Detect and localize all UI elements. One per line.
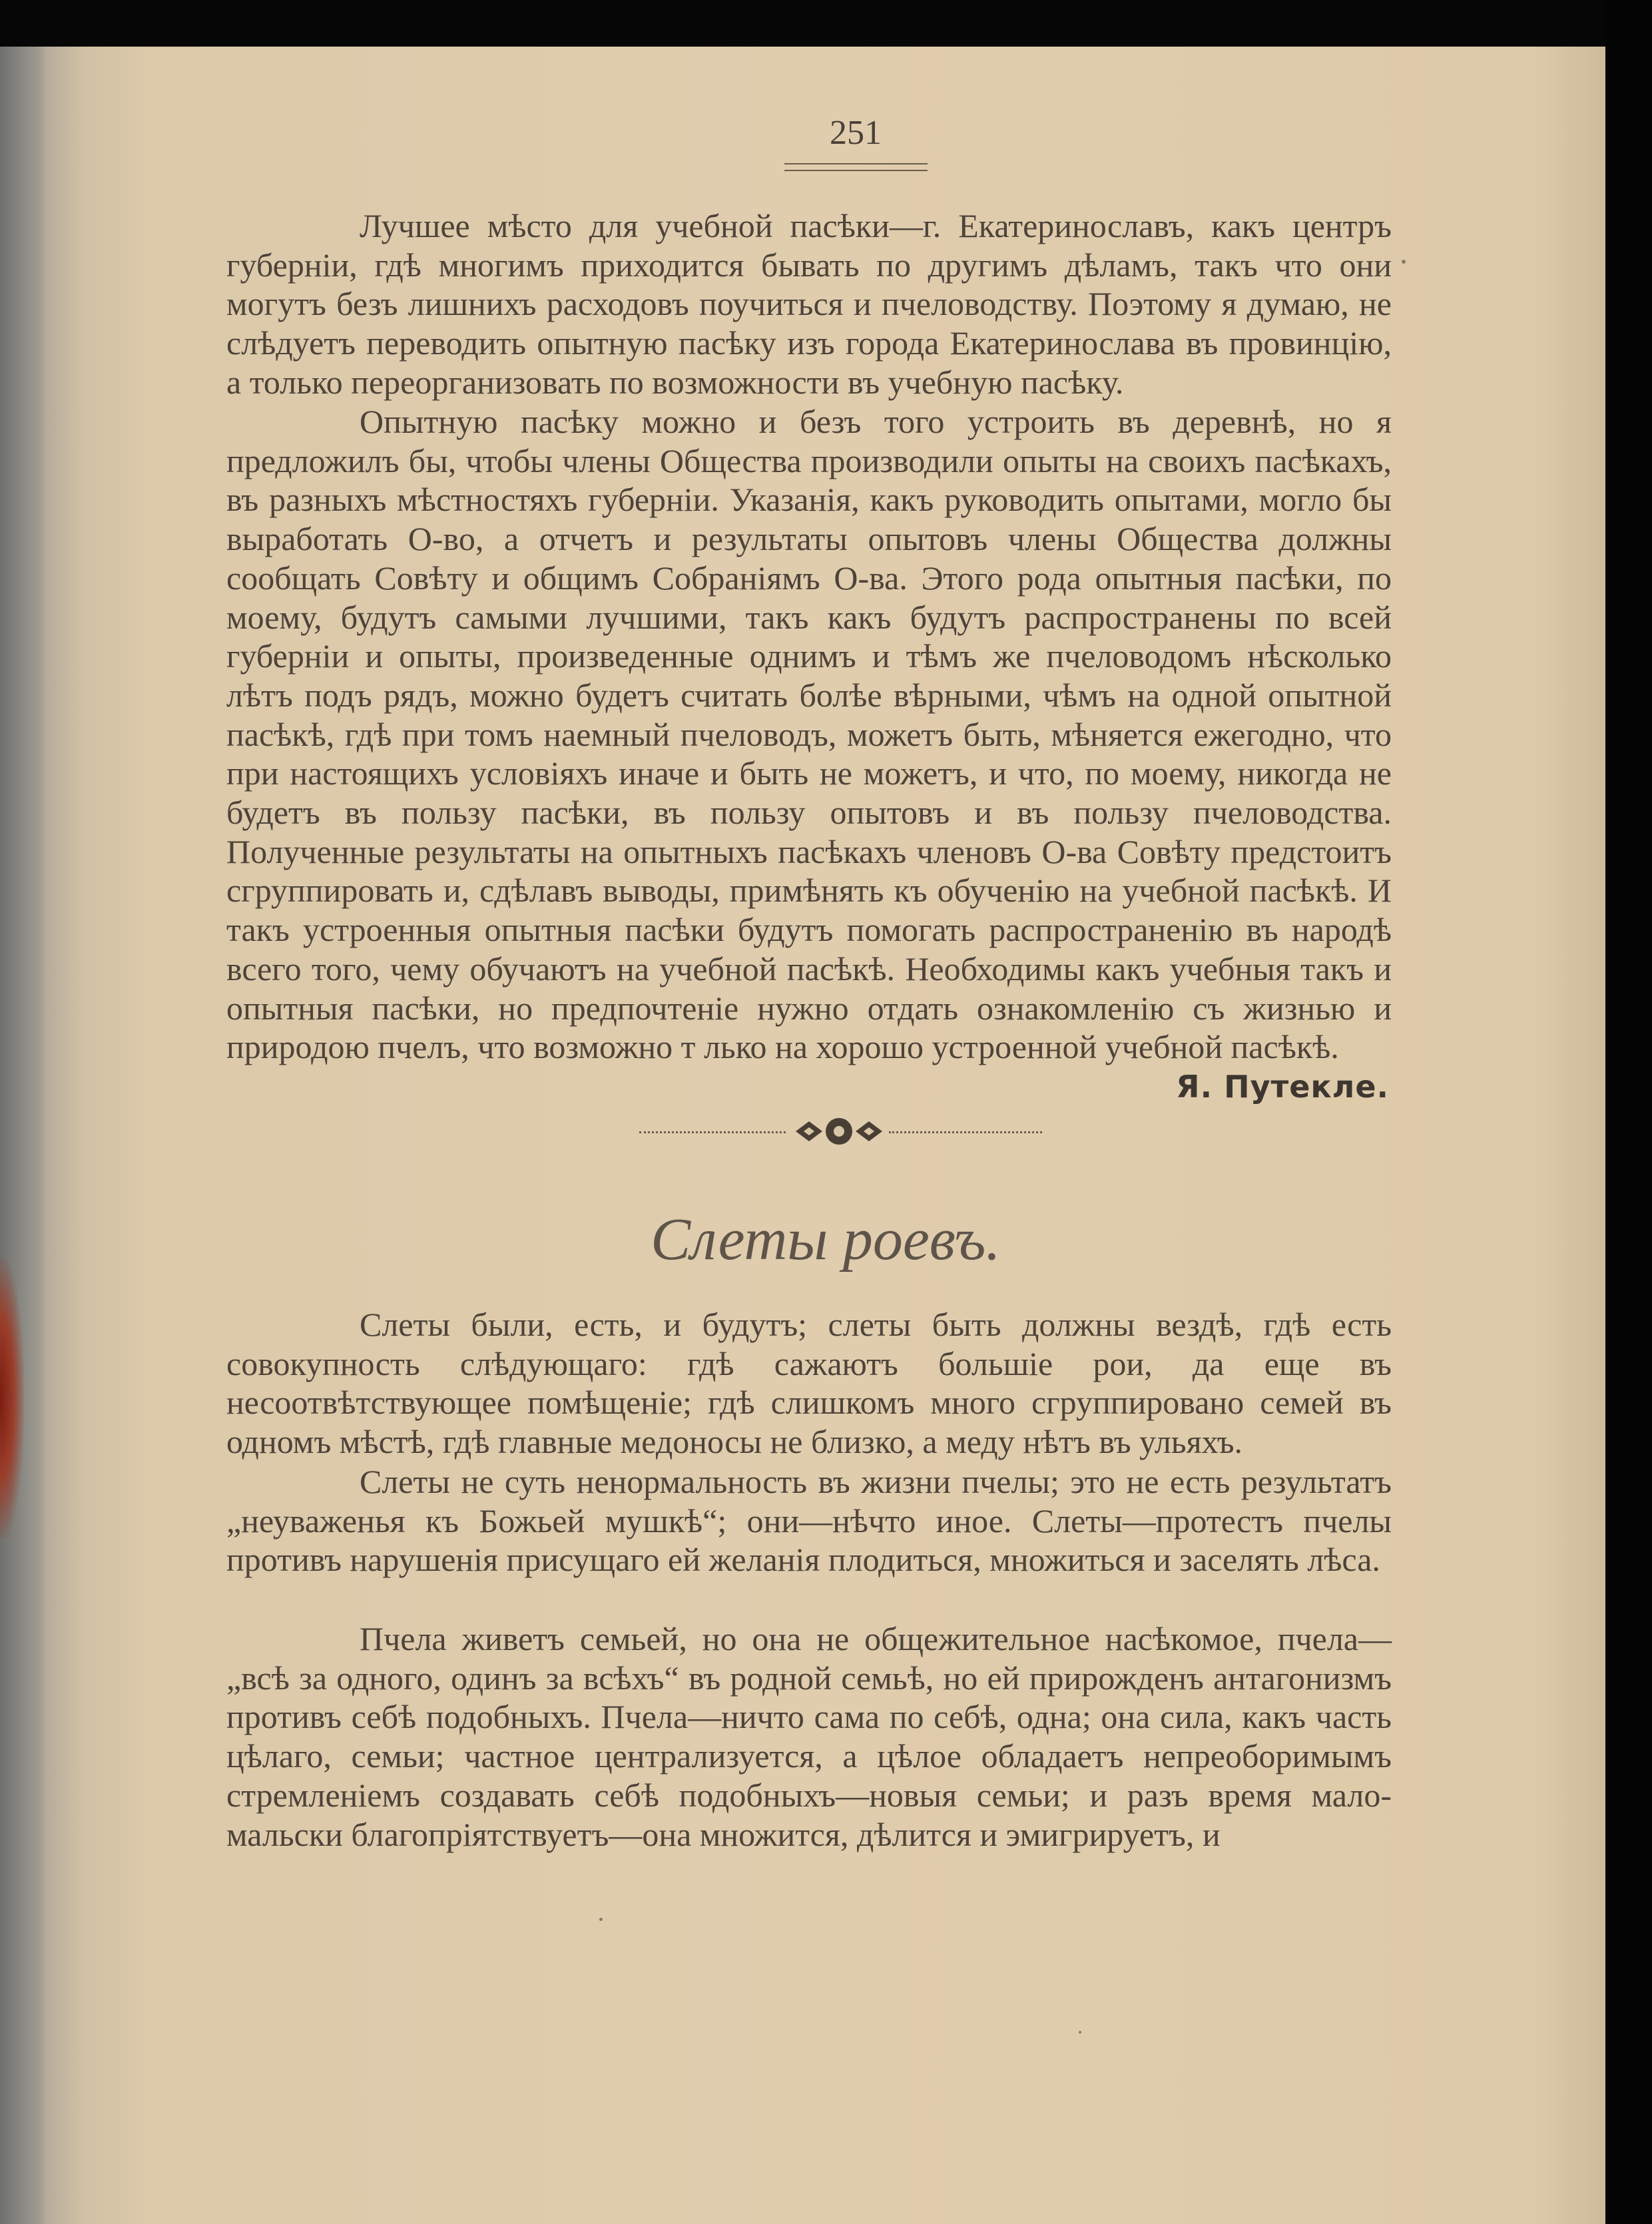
paper-speck [1079, 2031, 1081, 2034]
author-signature: Я. Путекле. [1176, 1069, 1389, 1105]
article1-paragraph-2: Опытную пасѣку можно и безъ того устроить въ деревнѣ, но я предложилъ бы, чтобы члены Общества производили опыты на своихъ пасѣкахъ, въ разныхъ мѣстностяхъ губерніи. Указанія, какъ руководить опытами, могло бы выработать О-во, а отчетъ и результаты опытовъ члены Общества должны сообщать Совѣту и общимъ Собраніямъ О-ва. Этого рода опытныя пасѣки, по моему, будутъ самыми лучшими, такъ какъ будутъ распространены по всей губерніи и опыты, произведенные однимъ и тѣмъ же пчеловодомъ нѣсколько лѣтъ подъ рядъ, можно будетъ считать болѣе вѣрными, чѣмъ на одной опытной пасѣкѣ, гдѣ при томъ наемный пчеловодъ, можетъ быть, мѣняется ежегодно, что при настоящихъ условіяхъ иначе и быть не можетъ, и что, по моему, никогда не будетъ въ пользу пасѣки, въ пользу опытовъ и въ пользу пчеловодства. Полученные результаты на опытныхъ пасѣкахъ членовъ О-ва Совѣту предстоитъ сгруппировать и, сдѣлавъ выводы, примѣнять къ обученію на учебной пасѣкѣ. И такъ устроенныя опытныя пасѣки будутъ помогать распространенію въ народѣ всего того, чему обучаютъ на учебной пасѣкѣ. Необходимы какъ учебныя такъ и опытныя пасѣки, но предпочтеніе нужно отдать ознакомленію съ жизнью и природою пчелъ, что возможно т лько на хорошо устроенной учебной пасѣкѣ. [226, 403, 1392, 1066]
article2-paragraph-1: Слеты были, есть, и будутъ; слеты быть должны вездѣ, гдѣ есть совокупность слѣдующаго: гдѣ сажаютъ большіе рои, да еще въ несоотвѣтствующее помѣщеніе; гдѣ слишкомъ много сгруппировано семей въ одномъ мѣстѣ, гдѣ главные медоносы не близко, а меду нѣтъ въ ульяхъ. [226, 1306, 1392, 1461]
ornament-dotted-line-left [639, 1131, 786, 1133]
article1-paragraph-1: Лучшее мѣсто для учебной пасѣки—г. Екатеринославъ, какъ центръ губерніи, гдѣ многимъ приходится бывать по другимъ дѣламъ, такъ что они могутъ безъ лишнихъ расходовъ поучиться и пчеловодству. Поэтому я думаю, не слѣдуетъ переводить опытную пасѣку изъ города Екатеринослава въ провинцію, а только переорганизовать по возможности въ учебную пасѣку. [226, 207, 1392, 401]
paper-speck [1402, 260, 1406, 264]
page-number: 251 [830, 114, 882, 152]
scan-top-border [0, 0, 1652, 47]
article2-paragraph-3: Пчела живетъ семьей, но она не общежительное насѣкомое, пчела—„всѣ за одного, одинъ за всѣхъ“ въ родной семьѣ, но ей прирожденъ антагонизмъ противъ себѣ подобныхъ. Пчела—ничто сама по себѣ, одна; она сила, какъ часть цѣлаго, семьи; частное централизуется, а цѣлое обладаетъ непреоборимымъ стремленіемъ создавать себѣ подобныхъ—новыя семьи; и разъ время мало-мальски благопріятствуетъ—она множится, дѣлится и эмигрируетъ, и [226, 1620, 1392, 1853]
page-gutter-shadow [0, 47, 47, 2224]
article2-paragraph-2: Слеты не суть ненормальность въ жизни пчелы; это не есть результатъ „неуваженья къ Божьей мушкѣ“; они—нѣчто иное. Слеты—протестъ пчелы противъ нарушенія присущаго ей желанія плодиться, множиться и заселять лѣса. [226, 1463, 1392, 1579]
article-title: Слеты роевъ. [651, 1207, 1001, 1272]
scan-right-border [1605, 0, 1652, 2224]
fleuron-ornament-icon [789, 1113, 889, 1149]
ornament-dotted-line-right [889, 1131, 1042, 1133]
paper-speck [599, 1918, 603, 1921]
book-page [0, 47, 1605, 2224]
page-edge-stain [0, 1258, 24, 1538]
page-number-double-rule [784, 163, 928, 171]
